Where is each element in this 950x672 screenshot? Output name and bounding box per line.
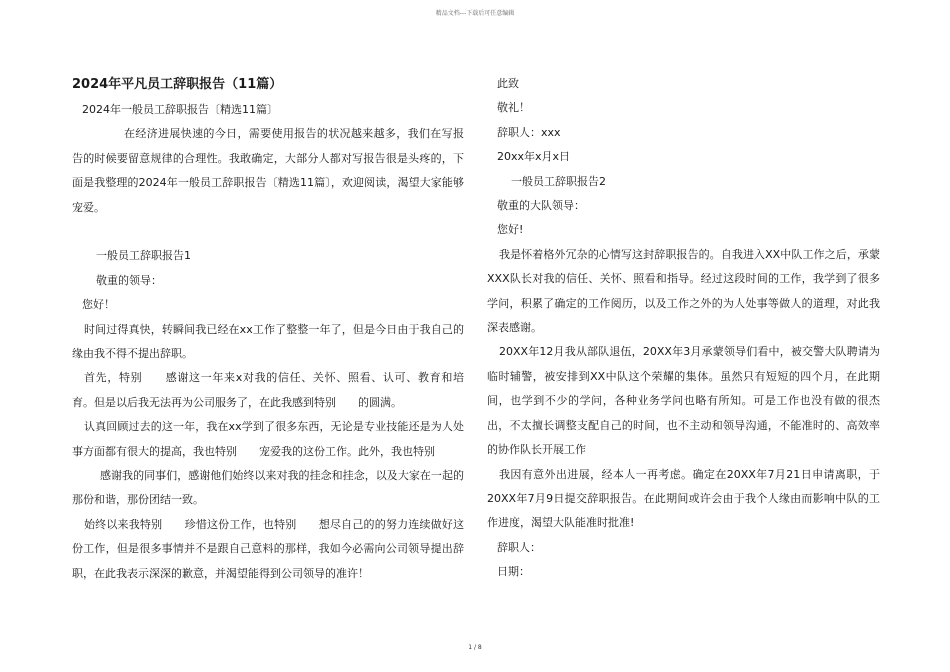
greeting-2: 您好! xyxy=(497,223,524,237)
paragraph-3: 认真回顾过去的这一年，我在xx学到了很多东西，无论是专业技能还是为人处事方面都有很大的提高，我也特别 宠爱我的这份工作。此外，我也特别 xyxy=(72,420,464,458)
right-column xyxy=(487,72,880,585)
intro-paragraph: 在经济进展快速的今日，需要使用报告的状况越来越多，我们在写报告的时候要留意规律的合理性。我敢确定，大部分人都对写报告很是头疼的，下面是我整理的2024年一般员工辞职报告〔精选11篇〕，欢迎阅读，渴望大家能够宠爱。 xyxy=(72,127,464,214)
report2-paragraph-1: 我是怀着格外冗杂的心情写这封辞职报告的。自我进入XX中队工作之后，承蒙XXX队长对我的信任、关怀、照看和指导。经过这段时间的工作，我学到了很多学问，积累了确定的工作阅历，以及工作之外的为人处事等做人的道理，对此我深表感谢。 xyxy=(487,247,880,335)
salutation-2: 敬重的大队领导： xyxy=(497,199,585,213)
signer-2: 辞职人： xyxy=(497,540,541,554)
report2-paragraph-2: 20XX年12月我从部队退伍，20XX年3月承蒙领导们看中，被交警大队聘请为临时辅警，被安排到XX中队这个荣耀的集体。虽然只有短短的四个月，在此期间，也学到不少的学问，各种业务学问也略有所知。可是工作也没有做的很杰出，不太擅长调整支配自己的时间，也不主动和领导沟通，不能准时的、高效率的协作队长开展工作 xyxy=(487,345,880,457)
left-column xyxy=(72,72,464,586)
paragraph-2: 首先，特别 感谢这一年来x对我的信任、关怀、照看、认可、教育和培育。但是以后我无法再为公司服务了，在此我感到特别 的圆满。 xyxy=(72,371,464,409)
date-2: 日期： xyxy=(497,565,530,579)
paragraph-4: 始终以来我特别 珍惜这份工作，也特别 想尽自己的的努力连续做好这份工作，但是很多事情并不是跟自己意料的那样，我如今必需向公司领导提出辞职，在此我表示深深的歉意，并渴望能得到公司领导的准许！ xyxy=(72,517,464,580)
salutation: 敬重的领导： xyxy=(96,273,162,287)
date: 20xx年x月x日 xyxy=(497,150,571,164)
report1-title: 一般员工辞职报告1 xyxy=(96,249,191,263)
blank-line xyxy=(72,220,464,244)
closing-line-1: 此致 xyxy=(497,77,519,90)
page-number: 1 / 8 xyxy=(468,644,482,651)
paragraph-1: 时间过得真快，转瞬间我已经在xx工作了整整一年了，但是今日由于我自己的缘由我不得不提出辞职。 xyxy=(72,322,464,361)
report2-paragraph-3: 我因有意外出进展，经本人一再考虑。确定在20XX年7月21日申请离职，于20XX年7月9日提交辞职报告。在此期间或许会由于我个人缘由而影响中队的工作进度，渴望大队能准时批准! xyxy=(487,467,880,530)
document-title: 2024年平凡员工辞职报告（11篇） xyxy=(72,77,283,92)
page-header: 精品文档---下载后可任意编辑 xyxy=(435,10,515,17)
document-subtitle: 2024年一般员工辞职报告〔精选11篇〕 xyxy=(82,103,278,116)
signer: 辞职人：xxx xyxy=(497,125,561,139)
paragraph-3-continued: 感谢我的同事们，感谢他们始终以来对我的挂念和挂念，以及大家在一起的那份和谐，那份团结一致。 xyxy=(72,469,464,507)
closing-line-2: 敬礼！ xyxy=(497,101,530,115)
greeting: 您好！ xyxy=(82,298,115,312)
report2-title: 一般员工辞职报告2 xyxy=(511,174,606,188)
